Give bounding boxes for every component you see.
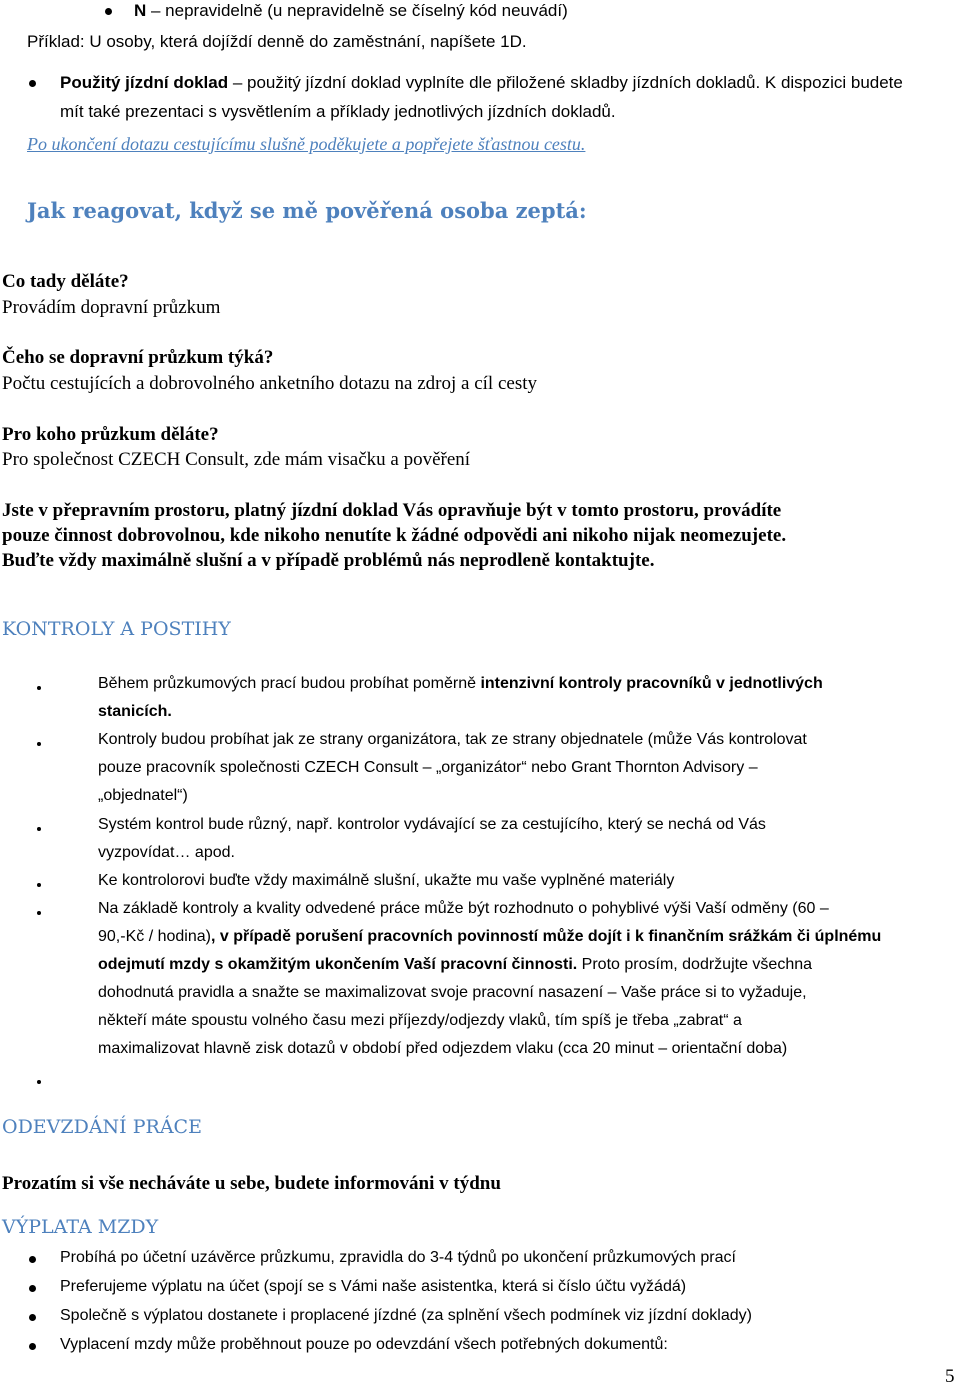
example-text: Příklad: U osoby, která dojíždí denně do zaměstnání, napíšete 1D. bbox=[27, 32, 527, 51]
list-item-continuation: „objednatel“) bbox=[98, 787, 188, 804]
list-item: Probíhá po účetní uzávěrce průzkumu, zpravidla do 3-4 týdnů po ukončení průzkumových prací bbox=[60, 1249, 736, 1266]
bullet bbox=[37, 1080, 41, 1084]
list-item-continuation: dohodnutá pravidla a snažte se maximalizovat svoje pracovní nasazení – Vaše práce si to vyžaduje, bbox=[98, 984, 807, 1001]
list-item: Kontroly budou probíhat jak ze strany organizátora, tak ze strany objednatele (může Vás kontrolovat bbox=[98, 731, 807, 748]
bullet bbox=[37, 827, 41, 831]
answer: Pro společnost CZECH Consult, zde mám visačku a pověření bbox=[2, 449, 471, 470]
section-heading-qa: Jak reagovat, když se mě pověřená osoba zeptá: bbox=[27, 198, 587, 223]
note-line: pouze činnost dobrovolnou, kde nikoho nenutíte k žádné odpovědi ani nikoho nijak neomezujete. bbox=[2, 525, 787, 546]
bullet bbox=[29, 80, 36, 87]
list-item-continuation: odejmutí mzdy s okamžitým ukončením Vaší pracovní činnosti. Proto prosím, dodržujte všechna bbox=[98, 956, 813, 973]
list-item: N – nepravidelně (u nepravidelně se číselný kód neuvádí) bbox=[134, 1, 568, 20]
question: Čeho se dopravní průzkum týká? bbox=[2, 347, 274, 368]
bullet bbox=[37, 742, 41, 746]
list-item-continuation: vyzpovídat… apod. bbox=[98, 844, 235, 861]
bullet bbox=[29, 1314, 36, 1321]
answer: Provádím dopravní průzkum bbox=[2, 297, 221, 318]
list-item: Ke kontrolorovi buďte vždy maximálně slušní, ukažte mu vaše vyplněné materiály bbox=[98, 872, 675, 889]
list-item: Preferujeme výplatu na účet (spojí se s Vámi naše asistentka, která si číslo účtu vyžádá) bbox=[60, 1278, 687, 1295]
bullet bbox=[29, 1343, 36, 1350]
bullet bbox=[37, 686, 41, 690]
question: Co tady děláte? bbox=[2, 271, 129, 292]
section-heading-kontroly: KONTROLY A POSTIHY bbox=[2, 618, 231, 640]
list-item: Společně s výplatou dostanete i proplacené jízdné (za splnění všech podmínek viz jízdní doklady) bbox=[60, 1307, 752, 1324]
note-line: Buďte vždy maximálně slušní a v případě problémů nás neprodleně kontaktujte. bbox=[2, 550, 655, 571]
bullet bbox=[29, 1285, 36, 1292]
list-item-continuation: pouze pracovník společnosti CZECH Consult – „organizátor“ nebo Grant Thornton Advisory – bbox=[98, 759, 758, 776]
list-item: Použitý jízdní doklad – použitý jízdní doklad vyplníte dle přiložené skladby jízdních dokladů. K dispozici budete bbox=[60, 73, 903, 92]
note-line: Jste v přepravním prostoru, platný jízdní doklad Vás opravňuje být v tomto prostoru, provádíte bbox=[2, 500, 782, 521]
section-heading-vyplata: VÝPLATA MZDY bbox=[2, 1216, 159, 1238]
answer: Počtu cestujících a dobrovolného anketního dotazu na zdroj a cíl cesty bbox=[2, 373, 537, 394]
list-item: Systém kontrol bude různý, např. kontrolor vydávající se za cestujícího, který se nechá od Vás bbox=[98, 816, 766, 833]
bullet bbox=[29, 1256, 36, 1263]
list-item: Na základě kontroly a kvality odvedené práce může být rozhodnuto o pohyblivé výši Vaší odměny (60 – bbox=[98, 900, 829, 917]
list-item: Během průzkumových prací budou probíhat poměrně intenzivní kontroly pracovníků v jednotlivých bbox=[98, 675, 823, 692]
section-heading-odevzdani: ODEVZDÁNÍ PRÁCE bbox=[2, 1116, 202, 1138]
bullet bbox=[37, 911, 41, 915]
list-item-continuation: stanicích. bbox=[98, 703, 172, 720]
odevzdani-text: Prozatím si vše necháváte u sebe, budete informováni v týdnu bbox=[2, 1173, 501, 1194]
list-item-continuation: 90,-Kč / hodina), v případě porušení pracovních povinností může dojít i k finančním srážkám či úplnému bbox=[98, 928, 882, 945]
page-number: 5 bbox=[945, 1366, 955, 1387]
list-item-continuation: někteří máte spoustu volného času mezi příjezdy/odjezdy vlaků, tím spíš je třeba „zabrat“ a bbox=[98, 1012, 742, 1029]
list-item: Vyplacení mzdy může proběhnout pouze po odevzdání všech potřebných dokumentů: bbox=[60, 1336, 668, 1353]
list-item-continuation: mít také prezentaci s vysvětlením a příklady jednotlivých jízdních dokladů. bbox=[60, 102, 616, 121]
list-item-continuation: maximalizovat hlavně zisk dotazů v období před odjezdem vlaku (cca 20 minut – orientační doba) bbox=[98, 1040, 788, 1057]
bullet bbox=[37, 883, 41, 887]
bullet bbox=[105, 8, 112, 15]
thanks-note: Po ukončení dotazu cestujícímu slušně poděkujete a popřejete šťastnou cestu. bbox=[27, 134, 586, 154]
question: Pro koho průzkum děláte? bbox=[2, 424, 219, 445]
